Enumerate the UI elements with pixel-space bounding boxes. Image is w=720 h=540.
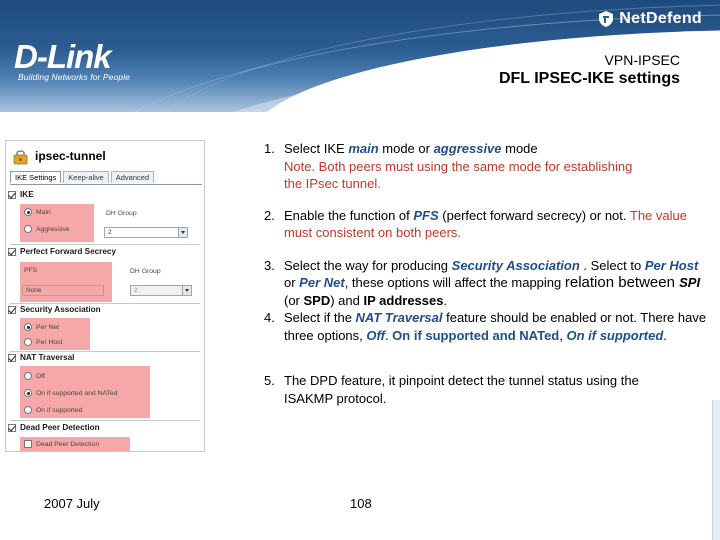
section-checkbox[interactable] [8, 354, 16, 362]
step-text: . [663, 327, 667, 343]
option-label: On if supported and NATed [36, 389, 118, 397]
screenshot-tabs [10, 171, 154, 185]
select-value: 2 [134, 287, 138, 294]
option-label: On if supported [36, 406, 83, 414]
step-4 [264, 309, 709, 344]
footer-date: 2007 July [44, 496, 100, 511]
checkbox-icon[interactable] [24, 440, 32, 448]
select-value: 2 [108, 229, 112, 236]
step-text: (perfect forward secrecy) or not. [438, 207, 630, 223]
step-text: mode or [378, 141, 434, 156]
step-number: 2. [264, 207, 275, 223]
radio-icon[interactable] [24, 338, 32, 346]
section-heading: IKE [20, 190, 34, 199]
step-text: Select IKE [284, 141, 349, 156]
section-heading: Security Association [20, 305, 101, 314]
step-text: . [443, 292, 448, 308]
option-label: Dead Peer Detection [36, 440, 100, 448]
step-text: mode [501, 141, 538, 156]
product-name: NetDefend [619, 10, 702, 27]
tab-keep-alive[interactable]: Keep-alive [63, 171, 108, 183]
radio-icon[interactable] [24, 225, 32, 233]
pfs-dh-group-label: DH Group [130, 268, 161, 275]
dpd-option[interactable] [24, 440, 99, 448]
option-label: Per Host [36, 338, 63, 346]
keyword-pfs: PFS [413, 207, 439, 223]
keyword-on-supported: On if supported [566, 327, 664, 343]
keyword-nat-traversal: NAT Traversal [355, 310, 443, 325]
radio-icon[interactable] [24, 372, 32, 380]
step-text: . Select to [579, 257, 645, 273]
step-text: . [384, 327, 393, 343]
step-text: ) and [330, 292, 364, 308]
tab-divider [10, 184, 202, 185]
ike-dh-group-select[interactable] [104, 227, 188, 238]
logo-brand: D-Link [14, 38, 111, 75]
logo-tagline: Building Networks for People [18, 72, 130, 82]
step-note: The value must consistent on both peers. [284, 207, 687, 240]
option-label: Per Net [36, 323, 60, 331]
step-2 [264, 207, 709, 242]
section-ike [8, 190, 34, 199]
step-text: (or [284, 292, 304, 308]
keyword-per-net: Per Net [299, 275, 345, 290]
step-text: Enable the function of [284, 207, 414, 223]
header-band [0, 0, 720, 112]
sa-per-host-option[interactable] [24, 338, 62, 346]
pfs-label: PFS [24, 267, 38, 274]
step-number: 4. [264, 310, 275, 325]
screenshot-title: ipsec-tunnel [35, 149, 106, 163]
section-divider [10, 244, 200, 245]
step-text: , these options will affect the mapping [344, 275, 565, 290]
step-text: Select the way for producing [284, 257, 452, 273]
keyword-ip-addresses: IP addresses [363, 292, 444, 308]
chevron-down-icon [182, 286, 191, 295]
pfs-select[interactable] [22, 285, 104, 296]
step-1 [264, 140, 709, 193]
tab-ike-settings[interactable]: IKE Settings [10, 171, 61, 183]
page-number: 108 [350, 496, 372, 511]
lock-icon [12, 148, 29, 165]
instruction-list [264, 140, 709, 407]
keyword-spi: SPI [679, 275, 701, 290]
keyword-aggressive: aggressive [433, 141, 502, 156]
step-5 [264, 372, 709, 407]
shield-icon [598, 10, 614, 28]
slide-subtitle: VPN-IPSEC [604, 52, 680, 68]
section-security-association [8, 305, 101, 314]
keyword-on-nated: On if supported and NATed [392, 327, 560, 343]
section-divider [10, 420, 200, 421]
section-divider [10, 351, 200, 352]
pfs-dh-group-select[interactable] [130, 285, 192, 296]
dlink-logo [14, 40, 130, 82]
screenshot-title-bar [6, 141, 205, 171]
radio-icon[interactable] [24, 208, 32, 216]
option-label: Main [36, 208, 51, 216]
step-number: 1. [264, 141, 275, 156]
ike-dh-group-label: DH Group [106, 210, 137, 217]
section-nat-traversal [8, 353, 74, 362]
select-value: None [26, 287, 42, 294]
tab-advanced[interactable]: Advanced [111, 171, 154, 183]
step-text: feature should be enabled or not. There have three options, [284, 310, 707, 343]
option-label: Aggressive [36, 225, 70, 233]
option-label: Off [36, 372, 45, 380]
netdefend-logo [598, 10, 702, 28]
step-number: 3. [264, 257, 275, 273]
section-checkbox[interactable] [8, 248, 16, 256]
section-heading: NAT Traversal [20, 353, 75, 362]
keyword-off: Off [366, 327, 385, 343]
step-number: 5. [264, 373, 275, 388]
radio-icon[interactable] [24, 389, 32, 397]
slide-edge-decoration [712, 400, 720, 540]
section-checkbox[interactable] [8, 424, 16, 432]
keyword-per-host: Per Host [644, 257, 699, 273]
ike-mode-main-option[interactable] [24, 208, 51, 216]
sa-per-net-option[interactable] [24, 323, 59, 331]
section-heading: Dead Peer Detection [20, 423, 100, 432]
step-text: or [284, 275, 300, 290]
chevron-down-icon [178, 228, 187, 237]
section-pfs [8, 247, 116, 256]
step-text: The DPD feature, it pinpoint detect the tunnel status using the ISAKMP protocol. [284, 373, 639, 406]
nat-off-option[interactable] [24, 372, 45, 380]
step-text: Select if the [284, 310, 356, 325]
section-dead-peer-detection [8, 423, 100, 432]
nat-on-nated-option[interactable] [24, 389, 118, 397]
radio-icon[interactable] [24, 323, 32, 331]
section-checkbox[interactable] [8, 191, 16, 199]
nat-on-supported-option[interactable] [24, 406, 82, 414]
keyword-spd: SPD [303, 292, 331, 308]
step-note: Note. Both peers must using the same mode for establishing the IPsec tunnel. [284, 158, 633, 191]
keyword-main: main [348, 141, 379, 156]
step-3 [264, 257, 709, 310]
ike-mode-aggressive-option[interactable] [24, 225, 70, 233]
radio-icon[interactable] [24, 406, 32, 414]
step-text: , [559, 327, 567, 343]
section-checkbox[interactable] [8, 306, 16, 314]
keyword-security-association: Security Association [451, 257, 580, 273]
step-text: relation between [564, 274, 680, 291]
ipsec-tunnel-screenshot [5, 140, 205, 452]
slide-title: DFL IPSEC-IKE settings [498, 70, 680, 87]
section-divider [10, 303, 200, 304]
section-heading: Perfect Forward Secrecy [20, 247, 117, 256]
